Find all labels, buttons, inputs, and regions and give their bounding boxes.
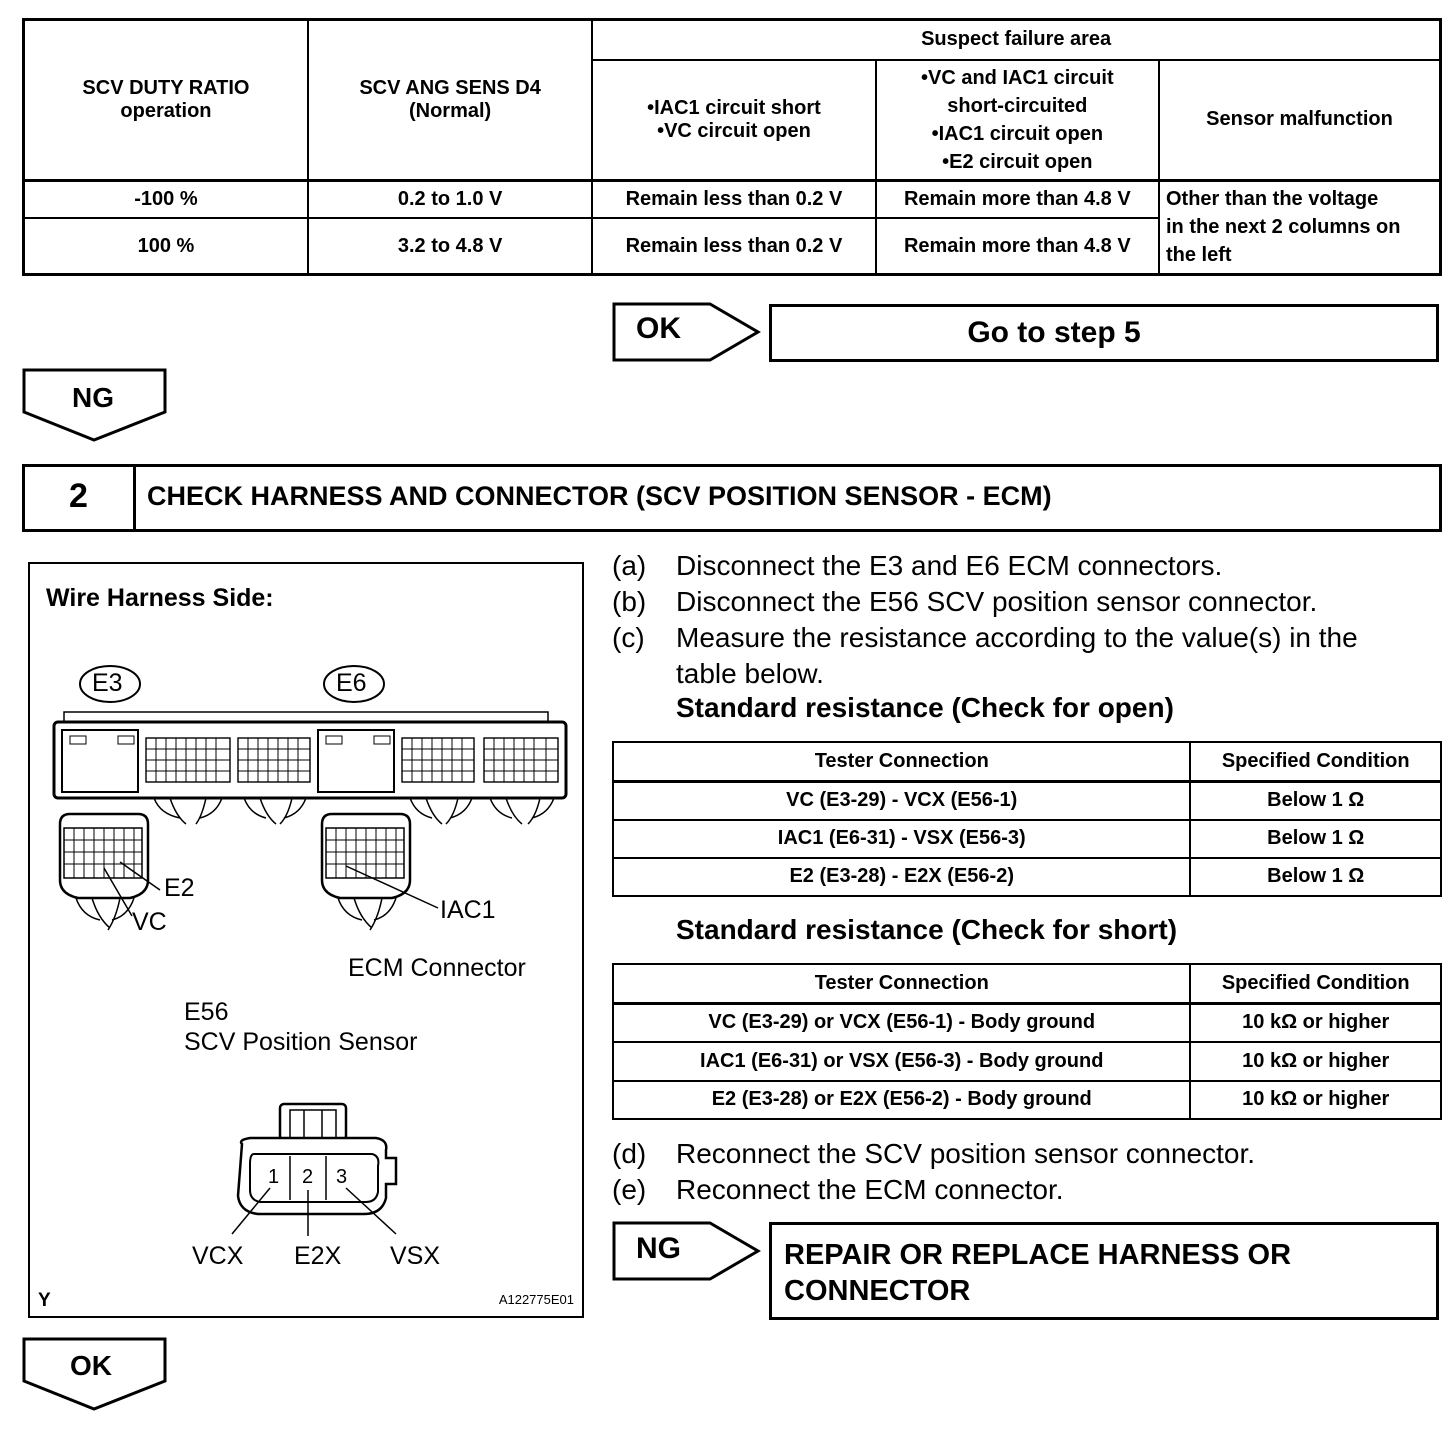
header-sensor-malfunction: Sensor malfunction bbox=[1159, 60, 1441, 180]
pin-2-label: 2 bbox=[302, 1166, 314, 1188]
header-specified-condition: Specified Condition bbox=[1190, 964, 1441, 1003]
header-iac1-short: •IAC1 circuit short •VC circuit open bbox=[592, 60, 875, 180]
pin-vsx-label: VSX bbox=[390, 1242, 441, 1270]
cell-condition: Below 1 Ω bbox=[1190, 858, 1441, 896]
pin-e2-label: E2 bbox=[164, 874, 195, 902]
pin-1-label: 1 bbox=[268, 1166, 280, 1188]
go-to-step-label: Go to step 5 bbox=[967, 316, 1141, 349]
cell-connection: VC (E3-29) or VCX (E56-1) - Body ground bbox=[613, 1003, 1190, 1042]
ok-arrow bbox=[612, 302, 762, 362]
table-row bbox=[613, 1042, 1441, 1080]
pin-vcx-label: VCX bbox=[192, 1242, 244, 1270]
figure-id: A122775E01 bbox=[498, 1292, 574, 1307]
sensor-connector-drawing bbox=[220, 1100, 410, 1248]
cell-connection: IAC1 (E6-31) - VSX (E56-3) bbox=[613, 820, 1190, 858]
cell-condition: 10 kΩ or higher bbox=[1190, 1081, 1441, 1119]
short-table-title: Standard resistance (Check for short) bbox=[676, 914, 1178, 945]
ecm-connector-drawing bbox=[30, 654, 582, 954]
header-ang-sens: SCV ANG SENS D4 (Normal) bbox=[308, 20, 592, 181]
cell-remain-less: Remain less than 0.2 V bbox=[592, 180, 875, 218]
table-header-row bbox=[613, 964, 1441, 1003]
header-specified-condition: Specified Condition bbox=[1190, 742, 1441, 781]
list-item-continued: table below. bbox=[676, 658, 824, 689]
cell-remain-less: Remain less than 0.2 V bbox=[592, 218, 875, 274]
step-title: CHECK HARNESS AND CONNECTOR (SCV POSITION SENSOR - ECM) bbox=[147, 481, 1052, 511]
table-row bbox=[613, 1003, 1441, 1042]
repair-box[interactable] bbox=[769, 1222, 1439, 1320]
cell-condition: 10 kΩ or higher bbox=[1190, 1003, 1441, 1042]
step-header bbox=[22, 464, 1442, 532]
cell-duty: -100 % bbox=[24, 180, 308, 218]
pin-iac1-label: IAC1 bbox=[440, 896, 496, 924]
connector-e3-label: E3 bbox=[92, 669, 123, 697]
instructions-list: (a) Disconnect the E3 and E6 ECM connectors. (b) Disconnect the E56 SCV position sensor connector. (c) Measure the resistance according to the value(s) in the table below. bbox=[612, 548, 1442, 698]
cell-normal: 3.2 to 4.8 V bbox=[308, 218, 592, 274]
table-row bbox=[24, 180, 1441, 218]
cell-connection: E2 (E3-28) - E2X (E56-2) bbox=[613, 858, 1190, 896]
cell-condition: Below 1 Ω bbox=[1190, 781, 1441, 820]
sensor-name-label: SCV Position Sensor bbox=[184, 1028, 418, 1056]
corner-mark: Y bbox=[38, 1290, 51, 1311]
table-row bbox=[613, 820, 1441, 858]
ng-label-2: NG bbox=[636, 1232, 681, 1265]
cell-connection: VC (E3-29) - VCX (E56-1) bbox=[613, 781, 1190, 820]
table-row bbox=[613, 1081, 1441, 1119]
header-suspect-area: Suspect failure area bbox=[592, 20, 1440, 60]
open-table-title: Standard resistance (Check for open) bbox=[676, 692, 1174, 723]
cell-duty: 100 % bbox=[24, 218, 308, 274]
connector-e6-label: E6 bbox=[336, 669, 367, 697]
cell-connection: E2 (E3-28) or E2X (E56-2) - Body ground bbox=[613, 1081, 1190, 1119]
repair-line-1: REPAIR OR REPLACE HARNESS OR bbox=[784, 1239, 1292, 1271]
header-tester-connection: Tester Connection bbox=[613, 742, 1190, 781]
cell-condition: Below 1 Ω bbox=[1190, 820, 1441, 858]
table-row bbox=[613, 781, 1441, 820]
repair-line-2: CONNECTOR bbox=[784, 1275, 971, 1307]
cell-remain-more: Remain more than 4.8 V bbox=[876, 180, 1159, 218]
pin-e2x-label: E2X bbox=[294, 1242, 342, 1270]
step-number: 2 bbox=[69, 477, 88, 515]
header-duty-ratio: SCV DUTY RATIO operation bbox=[24, 20, 308, 181]
header-vc-iac1-short: •VC and IAC1 circuit short-circuited •IAC1 circuit open •E2 circuit open bbox=[876, 60, 1159, 180]
wiring-diagram bbox=[28, 562, 584, 1318]
step-divider bbox=[133, 467, 136, 529]
pin-vc-label: VC bbox=[132, 908, 167, 936]
ok-label: OK bbox=[636, 312, 681, 345]
cell-connection: IAC1 (E6-31) or VSX (E56-3) - Body ground bbox=[613, 1042, 1190, 1080]
instructions-list-2: (d) Reconnect the SCV position sensor connector. (e) Reconnect the ECM connector. bbox=[612, 1138, 1256, 1205]
cell-remain-more: Remain more than 4.8 V bbox=[876, 218, 1159, 274]
short-resistance-table bbox=[612, 963, 1442, 1120]
diagnosis-table bbox=[22, 18, 1442, 276]
pin-3-label: 3 bbox=[336, 1166, 348, 1188]
ok-label-2: OK bbox=[70, 1350, 112, 1381]
cell-normal: 0.2 to 1.0 V bbox=[308, 180, 592, 218]
cell-other-than: Other than the voltage in the next 2 columns on the left bbox=[1159, 180, 1441, 274]
ecm-connector-label: ECM Connector bbox=[348, 954, 526, 982]
ng-arrow bbox=[612, 1221, 762, 1281]
header-tester-connection: Tester Connection bbox=[613, 964, 1190, 1003]
diagram-heading: Wire Harness Side: bbox=[46, 584, 274, 612]
ng-label: NG bbox=[72, 382, 114, 413]
sensor-id-label: E56 bbox=[184, 998, 229, 1026]
go-to-step-5-box[interactable] bbox=[769, 304, 1439, 362]
table-row bbox=[613, 858, 1441, 896]
table-header-row bbox=[613, 742, 1441, 781]
cell-condition: 10 kΩ or higher bbox=[1190, 1042, 1441, 1080]
open-resistance-table bbox=[612, 741, 1442, 897]
